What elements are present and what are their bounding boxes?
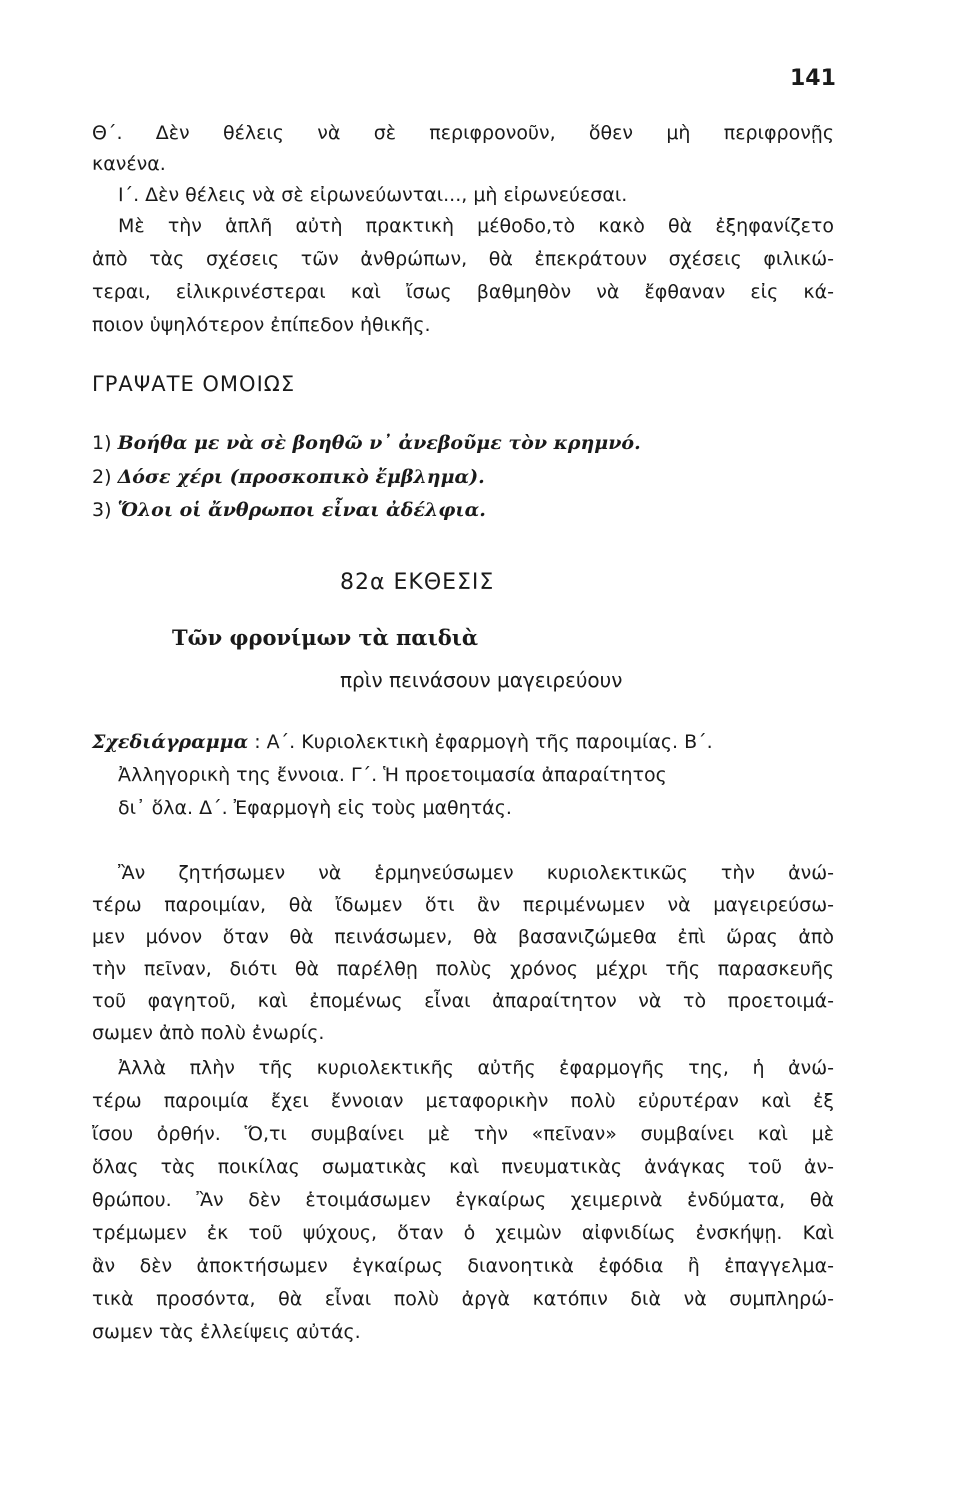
proverb-line-2: πρὶν πεινάσουν μαγειρεύουν [340, 668, 623, 692]
exercise-number: 2) [92, 466, 112, 488]
write-similarly-heading: ΓΡΑΨΑΤΕ ΟΜΟΙΩΣ [92, 372, 296, 396]
exercise-text: Βοήθα με νὰ σὲ βοηθῶ ν᾽ ἀνεβοῦμε τὸν κρημνό. [117, 432, 641, 454]
text-line: Θ΄. Δὲν θέλεις νὰ σὲ περιφρονοῦν, ὅθεν μὴ περιφρονῇς [92, 122, 834, 144]
text-line: ἀπὸ τὰς σχέσεις τῶν ἀνθρώπων, θὰ ἐπεκράτουν σχέσεις φιλικώ- [92, 248, 834, 270]
exercise-number: 1) [92, 432, 112, 454]
paragraph-line: Ἀλλὰ πλὴν τῆς κυριολεκτικῆς αὐτῆς ἐφαρμογῆς της, ἡ ἀνώ- [118, 1057, 834, 1079]
paragraph-line: θρώπου. Ἂν δὲν ἑτοιμάσωμεν ἐγκαίρως χειμερινὰ ἐνδύματα, θὰ [92, 1189, 834, 1211]
paragraph-line: τέρω παροιμίαν, θὰ ἴδωμεν ὅτι ἂν περιμένωμεν νὰ μαγειρεύσω- [92, 894, 834, 916]
paragraph-line: σωμεν τὰς ἐλλείψεις αὐτάς. [92, 1321, 361, 1343]
exercise-item [92, 495, 486, 526]
paragraph-line: ἴσου ὀρθήν. Ὅ,τι συμβαίνει μὲ τὴν «πεῖναν» συμβαίνει καὶ μὲ [92, 1123, 834, 1145]
outline-text: : Α΄. Κυριολεκτικὴ ἐφαρμογὴ τῆς παροιμίας. Β΄. [248, 731, 713, 753]
text-line: τεραι, εἰλικρινέστεραι καὶ ἴσως βαθμηθὸν νὰ ἔφθαναν εἰς κά- [92, 281, 834, 303]
paragraph-line: ἂν δὲν ἀποκτήσωμεν ἐγκαίρως διανοητικὰ ἐφόδια ἢ ἐπαγγελμα- [92, 1255, 834, 1277]
outline-line [92, 727, 834, 758]
paragraph-line: τικὰ προσόντα, θὰ εἶναι πολὺ ἀργὰ κατόπιν διὰ νὰ συμπληρώ- [92, 1288, 834, 1310]
paragraph-line: μεν μόνον ὅταν θὰ πεινάσωμεν, θὰ βασανιζώμεθα ἐπὶ ὥρας ἀπὸ [92, 926, 834, 948]
exercise-text: Δόσε χέρι (προσκοπικὸ ἔμβλημα). [117, 466, 485, 488]
paragraph-line: Ἂν ζητήσωμεν νὰ ἑρμηνεύσωμεν κυριολεκτικῶς τὴν ἀνώ- [118, 862, 834, 884]
page-number: 141 [790, 66, 836, 91]
text-line: ποιον ὑψηλότερον ἐπίπεδον ἠθικῆς. [92, 314, 431, 336]
text-line: Μὲ τὴν ἁπλῆ αὐτὴ πρακτικὴ μέθοδο,τὸ κακὸ θὰ ἐξηφανίζετο [118, 215, 834, 237]
exercise-number: 3) [92, 499, 112, 521]
exercise-text: Ὅλοι οἱ ἄνθρωποι εἶναι ἀδέλφια. [117, 499, 486, 521]
paragraph-line: ὅλας τὰς ποικίλας σωματικὰς καὶ πνευματικὰς ἀνάγκας τοῦ ἀν- [92, 1156, 834, 1178]
outline-line: δι᾽ ὅλα. Δ΄. Ἐφαρμογὴ εἰς τοὺς μαθητάς. [118, 797, 512, 819]
paragraph-line: τοῦ φαγητοῦ, καὶ ἐπομένως εἶναι ἀπαραίτητον νὰ τὸ προετοιμά- [92, 990, 834, 1012]
exercise-item [92, 428, 641, 459]
paragraph-line: τρέμωμεν ἐκ τοῦ ψύχους, ὅταν ὁ χειμὼν αἰφνιδίως ἐνσκήψῃ. Καὶ [92, 1222, 834, 1244]
paragraph-line: σωμεν ἀπὸ πολὺ ἐνωρίς. [92, 1022, 325, 1044]
paragraph-line: τὴν πεῖναν, διότι θὰ παρέλθῃ πολὺς χρόνος μέχρι τῆς παρασκευῆς [92, 958, 834, 980]
proverb-line-1: Τῶν φρονίμων τὰ παιδιὰ [172, 625, 479, 650]
paragraph-line: τέρω παροιμία ἔχει ἔννοιαν μεταφορικὴν πολὺ εὐρυτέραν καὶ ἐξ [92, 1090, 834, 1112]
section-title: 82α ΕΚΘΕΣΙΣ [340, 570, 495, 595]
outline-line: Ἀλληγορικὴ της ἔννοια. Γ΄. Ἡ προετοιμασία ἀπαραίτητος [118, 764, 667, 786]
exercise-item [92, 462, 485, 493]
outline-label: Σχεδιάγραμμα [92, 731, 249, 753]
text-line: κανένα. [92, 153, 166, 175]
text-line: Ι΄. Δὲν θέλεις νὰ σὲ εἰρωνεύωνται..., μὴ εἰρωνεύεσαι. [118, 184, 628, 206]
